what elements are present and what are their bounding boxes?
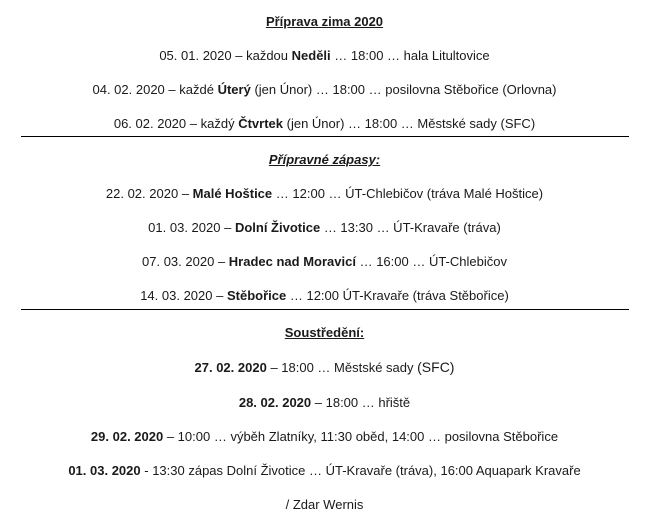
friendlies-heading: Přípravné zápasy: — [268, 152, 381, 167]
row-detail: (jen Únor) … 18:00 … posilovna Stěbořice (Orlovna) — [254, 82, 557, 97]
row-date: 07. 03. 2020 — [142, 254, 215, 269]
match-row — [0, 220, 649, 236]
row-opponent: Stěbořice — [226, 288, 287, 303]
row-detail: – 18:00 … Městské sady — [270, 360, 414, 375]
row-day: Neděli — [291, 48, 331, 63]
row-date: 04. 02. 2020 — [92, 82, 165, 97]
signature: / Zdar Wernis — [285, 497, 364, 512]
row-date: 06. 02. 2020 — [113, 116, 187, 131]
row-date: 28. 02. 2020 — [238, 395, 312, 410]
winter-heading: Příprava zima 2020 — [265, 14, 384, 29]
row-detail: … 12:00 … ÚT-Chlebičov (tráva Malé Hoštice) — [275, 186, 544, 201]
row-pre: – — [216, 288, 224, 303]
row-date: 05. 01. 2020 — [159, 48, 232, 63]
row-detail: (jen Únor) … 18:00 … Městské sady (SFC) — [286, 116, 536, 131]
row-detail: … 16:00 … ÚT-Chlebičov — [359, 254, 507, 269]
row-pre: – — [224, 220, 232, 235]
row-pre: – — [181, 186, 190, 201]
row-detail: … 12:00 ÚT-Kravaře (tráva Stěbořice) — [289, 288, 509, 303]
row-detail: … 13:30 … ÚT-Kravaře (tráva) — [323, 220, 501, 235]
section-divider — [21, 136, 629, 137]
camp-row — [0, 463, 649, 479]
camp-row — [0, 429, 649, 445]
winter-row — [0, 82, 649, 98]
row-detail: - 13:30 zápas Dolní Životice … ÚT-Kravaře (tráva), 16:00 Aquapark Kravaře — [144, 463, 581, 478]
row-pre: – — [217, 254, 226, 269]
row-detail-tail: (SFC) — [417, 359, 455, 375]
row-pre: – každé — [168, 82, 214, 97]
row-day: Čtvrtek — [238, 116, 283, 131]
winter-row — [0, 48, 649, 64]
match-row — [0, 186, 649, 202]
row-detail: … 18:00 … hala Litultovice — [334, 48, 490, 63]
row-date: 22. 02. 2020 — [105, 186, 179, 201]
winter-row — [0, 116, 649, 132]
row-opponent: Dolní Životice — [234, 220, 321, 235]
row-day: Úterý — [217, 82, 251, 97]
row-date: 27. 02. 2020 — [194, 360, 267, 375]
match-row — [0, 288, 649, 304]
row-date: 14. 03. 2020 — [140, 288, 213, 303]
row-opponent: Hradec nad Moravicí — [228, 254, 356, 269]
row-date: 01. 03. 2020 — [148, 220, 221, 235]
row-detail: – 10:00 … výběh Zlatníky, 11:30 oběd, 14:00 … posilovna Stěbořice — [166, 429, 559, 444]
camp-heading: Soustředění: — [284, 325, 365, 340]
section-divider — [21, 309, 629, 310]
row-opponent: Malé Hoštice — [192, 186, 273, 201]
row-date: 01. 03. 2020 — [68, 463, 141, 478]
row-detail: – 18:00 … hřiště — [314, 395, 411, 410]
row-pre: – každou — [235, 48, 289, 63]
row-date: 29. 02. 2020 — [90, 429, 164, 444]
match-row — [0, 254, 649, 270]
row-pre: – každý — [189, 116, 235, 131]
camp-row — [0, 395, 649, 411]
camp-row — [0, 359, 649, 375]
